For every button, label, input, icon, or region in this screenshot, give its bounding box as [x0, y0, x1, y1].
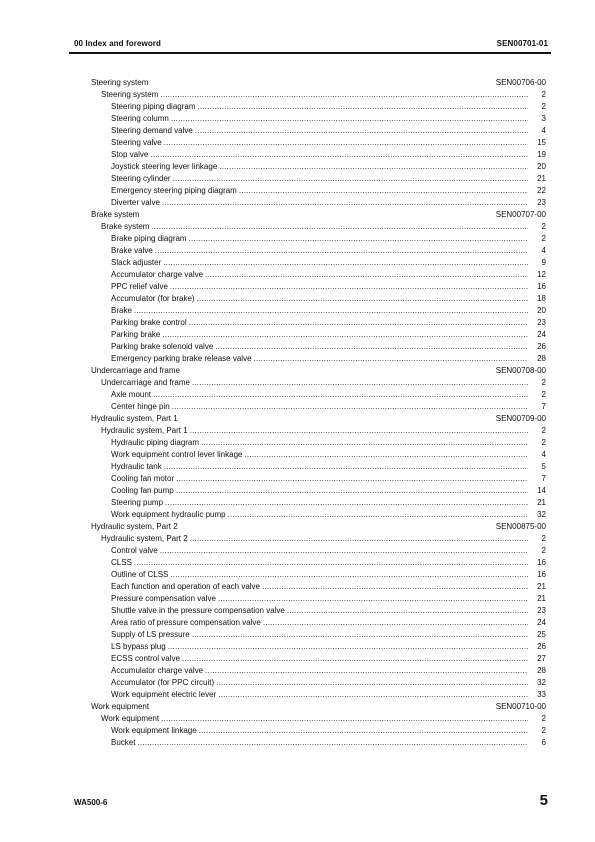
dot-leader [160, 89, 528, 101]
toc-title: Outline of CLSS [111, 570, 169, 579]
toc-doc-ref: SEN00708-00 [495, 366, 546, 375]
header-section-title: 00 Index and foreword [74, 39, 162, 48]
toc-page-number: 28 [537, 354, 546, 363]
toc-title: Steering column [111, 114, 169, 123]
toc-doc-ref: SEN00710-00 [495, 702, 546, 711]
toc-title: Center hinge pin [111, 402, 170, 411]
toc-entry [91, 197, 546, 209]
toc-page-number: 18 [537, 294, 546, 303]
toc-title: Supply of LS pressure [111, 630, 190, 639]
dot-leader [263, 617, 528, 629]
dot-leader [134, 557, 528, 569]
toc-entry [91, 497, 546, 509]
dot-leader [190, 425, 528, 437]
toc-title: Steering piping diagram [111, 102, 196, 111]
dot-leader [153, 389, 528, 401]
toc-entry [91, 257, 546, 269]
toc-title: Steering system [91, 78, 149, 87]
dot-leader [192, 629, 528, 641]
toc-page-number: 32 [537, 678, 546, 687]
page-footer [74, 792, 548, 809]
dot-leader [155, 245, 528, 257]
dot-leader [170, 281, 528, 293]
toc-entry [91, 737, 546, 749]
toc-title: Steering cylinder [111, 174, 171, 183]
toc-title: Work equipment control lever linkage [111, 450, 243, 459]
toc-entry [91, 485, 546, 497]
toc-page-number: 28 [537, 666, 546, 675]
toc-entry [91, 353, 546, 365]
toc-title: Accumulator (for PPC circuit) [111, 678, 215, 687]
toc-title: Parking brake solenoid valve [111, 342, 214, 351]
toc-title: Steering pump [111, 498, 164, 507]
toc-title: Stop valve [111, 150, 149, 159]
toc-title: Bucket [111, 738, 136, 747]
toc-title: Undercarriage and frame [101, 378, 190, 387]
toc-page-number: 6 [541, 738, 546, 747]
toc-entry [91, 245, 546, 257]
toc-page-number: 16 [537, 558, 546, 567]
toc-page-number: 2 [541, 234, 546, 243]
dot-leader [198, 101, 529, 113]
dot-leader [195, 125, 528, 137]
toc-entry [91, 461, 546, 473]
toc-entry [91, 605, 546, 617]
toc-page-number: 21 [537, 582, 546, 591]
toc-page-number: 16 [537, 570, 546, 579]
toc-section [91, 77, 546, 89]
toc-title: PPC relief valve [111, 282, 168, 291]
toc-page-number: 21 [537, 498, 546, 507]
dot-leader [134, 305, 528, 317]
toc-page-number: 21 [537, 174, 546, 183]
toc-page-number: 2 [541, 426, 546, 435]
toc-entry [91, 137, 546, 149]
dot-leader [239, 185, 528, 197]
toc-entry [91, 509, 546, 521]
page-number: 5 [539, 792, 548, 809]
toc-page-number: 20 [537, 162, 546, 171]
toc-title: Cooling fan motor [111, 474, 175, 483]
toc-chapter [91, 425, 546, 437]
toc-title: Emergency parking brake release valve [111, 354, 252, 363]
toc-title: Each function and operation of each valve [111, 582, 260, 591]
toc-entry [91, 449, 546, 461]
toc-page-number: 32 [537, 510, 546, 519]
toc-section [91, 209, 546, 221]
toc-entry [91, 185, 546, 197]
toc-section [91, 413, 546, 425]
toc-title: Cooling fan pump [111, 486, 174, 495]
dot-leader [228, 509, 528, 521]
toc-entry [91, 437, 546, 449]
toc-entry [91, 581, 546, 593]
toc-page-number: 25 [537, 630, 546, 639]
toc-entry [91, 545, 546, 557]
toc-page-number: 2 [541, 714, 546, 723]
toc-title: Steering demand valve [111, 126, 193, 135]
toc-title: Hydraulic tank [111, 462, 162, 471]
dot-leader [262, 581, 528, 593]
toc-doc-ref: SEN00707-00 [495, 210, 546, 219]
toc-section [91, 365, 546, 377]
dot-leader [173, 173, 528, 185]
toc-page-number: 7 [541, 402, 546, 411]
dot-leader [171, 113, 528, 125]
toc-page-number: 19 [537, 150, 546, 159]
toc-entry [91, 161, 546, 173]
toc-entry [91, 689, 546, 701]
toc-title: Joystick steering lever linkage [111, 162, 218, 171]
toc-title: Work equipment [91, 702, 150, 711]
header-doc-code: SEN00701-01 [496, 39, 548, 48]
toc-title: Parking brake control [111, 318, 187, 327]
toc-page-number: 3 [541, 114, 546, 123]
toc-page-number: 12 [537, 270, 546, 279]
toc-entry [91, 173, 546, 185]
toc-page-number: 5 [541, 462, 546, 471]
dot-leader [163, 257, 528, 269]
toc-title: Emergency steering piping diagram [111, 186, 237, 195]
dot-leader [244, 449, 528, 461]
toc-title: Brake system [101, 222, 150, 231]
dot-leader [189, 233, 528, 245]
toc-title: Undercarriage and frame [91, 366, 180, 375]
dot-leader [197, 293, 528, 305]
dot-leader [219, 161, 528, 173]
dot-leader [165, 497, 528, 509]
toc-title: Work equipment hydraulic pump [111, 510, 226, 519]
toc-chapter [91, 533, 546, 545]
dot-leader [192, 377, 528, 389]
dot-leader [162, 329, 528, 341]
footer-model: WA500-6 [74, 798, 108, 807]
toc-title: Hydraulic system, Part 2 [91, 522, 178, 531]
dot-leader [189, 317, 528, 329]
toc-page-number: 2 [541, 390, 546, 399]
toc-page-number: 23 [537, 318, 546, 327]
toc-entry [91, 101, 546, 113]
toc-page-number: 26 [537, 642, 546, 651]
toc-entry [91, 329, 546, 341]
toc-page-number: 2 [541, 534, 546, 543]
dot-leader [218, 593, 528, 605]
toc-page-number: 22 [537, 186, 546, 195]
dot-leader [205, 665, 528, 677]
toc-entry [91, 401, 546, 413]
dot-leader [137, 737, 528, 749]
toc-page-number: 7 [541, 474, 546, 483]
toc-chapter [91, 89, 546, 101]
dot-leader [161, 713, 528, 725]
toc-page-number: 21 [537, 594, 546, 603]
toc-entry [91, 725, 546, 737]
dot-leader [168, 641, 528, 653]
toc-entry [91, 629, 546, 641]
toc-title: Parking brake [111, 330, 161, 339]
dot-leader [170, 569, 528, 581]
toc-title: Steering system [101, 90, 159, 99]
toc-entry [91, 665, 546, 677]
toc-page-number: 2 [541, 438, 546, 447]
toc-title: Hydraulic system, Part 2 [101, 534, 188, 543]
toc-page-number: 16 [537, 282, 546, 291]
toc-page-number: 2 [541, 102, 546, 111]
dot-leader [162, 197, 528, 209]
dot-leader [150, 149, 528, 161]
toc-title: Accumulator (for brake) [111, 294, 195, 303]
toc-title: Slack adjuster [111, 258, 162, 267]
dot-leader [215, 341, 528, 353]
toc-page-number: 15 [537, 138, 546, 147]
toc-page-number: 24 [537, 330, 546, 339]
dot-leader [151, 221, 528, 233]
toc-page-number: 20 [537, 306, 546, 315]
dot-leader [287, 605, 528, 617]
toc-entry [91, 389, 546, 401]
dot-leader [160, 545, 528, 557]
toc-page-number: 27 [537, 654, 546, 663]
dot-leader [176, 473, 528, 485]
toc-chapter [91, 713, 546, 725]
toc-title: Control valve [111, 546, 158, 555]
page-header [74, 39, 548, 48]
toc-entry [91, 653, 546, 665]
toc-entry [91, 677, 546, 689]
header-rule [69, 52, 551, 54]
toc-page-number: 2 [541, 222, 546, 231]
dot-leader [164, 137, 528, 149]
toc-title: Area ratio of pressure compensation valve [111, 618, 261, 627]
toc-entry [91, 317, 546, 329]
dot-leader [164, 461, 528, 473]
toc-entry [91, 593, 546, 605]
dot-leader [216, 677, 528, 689]
toc-entry [91, 281, 546, 293]
toc-entry [91, 341, 546, 353]
toc-page-number: 24 [537, 618, 546, 627]
toc-title: Diverter valve [111, 198, 160, 207]
toc-page-number: 4 [541, 126, 546, 135]
dot-leader [199, 725, 528, 737]
toc-entry [91, 305, 546, 317]
toc-title: Hydraulic system, Part 1 [101, 426, 188, 435]
toc-title: CLSS [111, 558, 132, 567]
toc-entry [91, 233, 546, 245]
toc-page-number: 9 [541, 258, 546, 267]
toc-title: Pressure compensation valve [111, 594, 216, 603]
toc-page-number: 4 [541, 246, 546, 255]
toc-page-number: 23 [537, 198, 546, 207]
toc-page-number: 4 [541, 450, 546, 459]
toc-chapter [91, 221, 546, 233]
toc-title: Brake [111, 306, 132, 315]
toc-chapter [91, 377, 546, 389]
toc-entry [91, 557, 546, 569]
toc-doc-ref: SEN00706-00 [495, 78, 546, 87]
toc-title: Accumulator charge valve [111, 666, 204, 675]
dot-leader [201, 437, 528, 449]
toc-entry [91, 125, 546, 137]
dot-leader [176, 485, 528, 497]
dot-leader [218, 689, 528, 701]
dot-leader [190, 533, 528, 545]
toc-title: Axle mount [111, 390, 152, 399]
toc-entry [91, 569, 546, 581]
toc-title: LS bypass plug [111, 642, 166, 651]
toc-section [91, 521, 546, 533]
toc-entry [91, 617, 546, 629]
toc-doc-ref: SEN00875-00 [495, 522, 546, 531]
toc-page-number: 33 [537, 690, 546, 699]
toc-title: Hydraulic system, Part 1 [91, 414, 178, 423]
toc-title: Work equipment electric lever [111, 690, 217, 699]
toc-title: Hydraulic piping diagram [111, 438, 200, 447]
dot-leader [172, 401, 528, 413]
toc-title: Steering valve [111, 138, 162, 147]
dot-leader [182, 653, 528, 665]
toc-page-number: 23 [537, 606, 546, 615]
toc-title: ECSS control valve [111, 654, 180, 663]
toc-page-number: 2 [541, 378, 546, 387]
toc-title: Work equipment [101, 714, 160, 723]
toc-title: Brake valve [111, 246, 153, 255]
toc-page-number: 2 [541, 90, 546, 99]
toc-doc-ref: SEN00709-00 [495, 414, 546, 423]
toc-page-number: 2 [541, 546, 546, 555]
toc-entry [91, 269, 546, 281]
toc-entry [91, 473, 546, 485]
toc-title: Accumulator charge valve [111, 270, 204, 279]
toc-title: Work equipment linkage [111, 726, 197, 735]
toc-title: Brake system [91, 210, 140, 219]
dot-leader [205, 269, 528, 281]
toc-entry [91, 113, 546, 125]
toc-title: Shuttle valve in the pressure compensation valve [111, 606, 285, 615]
toc-page-number: 14 [537, 486, 546, 495]
toc-entry [91, 641, 546, 653]
toc-section [91, 701, 546, 713]
toc-page-number: 26 [537, 342, 546, 351]
dot-leader [254, 353, 528, 365]
table-of-contents [91, 77, 546, 749]
toc-page-number: 2 [541, 726, 546, 735]
toc-title: Brake piping diagram [111, 234, 187, 243]
toc-entry [91, 293, 546, 305]
toc-entry [91, 149, 546, 161]
